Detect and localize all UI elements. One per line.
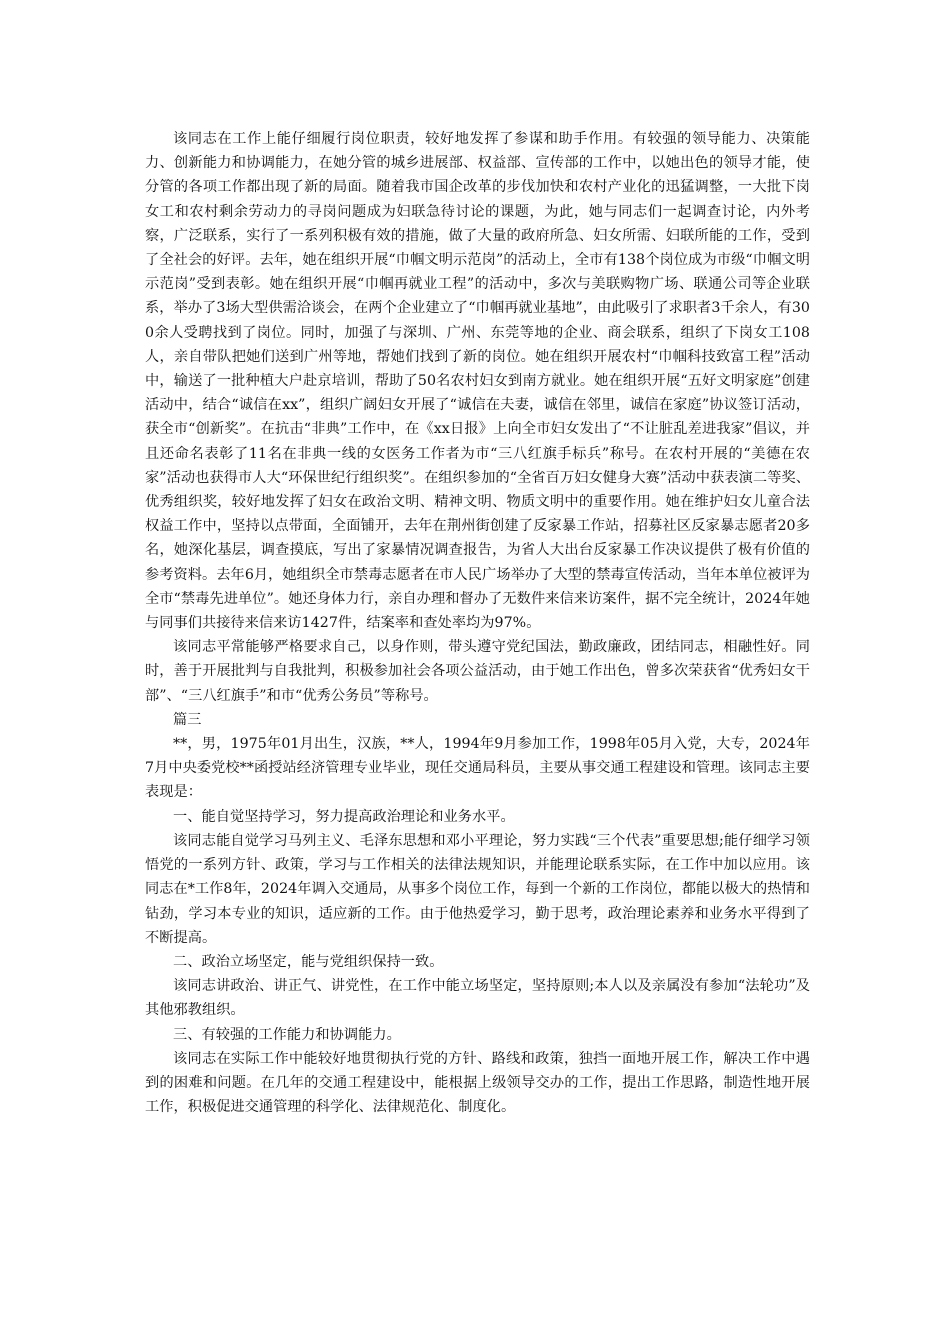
- subheading-study: 一、能自觉坚持学习，努力提高政治理论和业务水平。: [173, 808, 515, 825]
- paragraph-evaluation-main: 该同志在工作上能仔细履行岗位职责，较好地发挥了参谋和助手作用。有较强的领导能力、决策能力、创新能力和协调能力，在她分管的城乡进展部、权益部、宣传部的工作中，以她出色的领导才能，使分管的各项工作都出现了新的局面。随着我市国企改革的步伐加快和农村产业化的迅猛调整，一大批下岗女工和农村剩余劳动力的寻岗问题成为妇联急待讨论的课题，为此，她与同志们一起调查讨论，内外考察，广泛联系，实行了一系列积极有效的措施，做了大量的政府所急、妇女所需、妇联所能的工作，受到了全社会的好评。去年，她在组织开展“巾帼文明示范岗”的活动上，全市有138个岗位成为市级“巾帼文明示范岗”受到表彰。她在组织开展“巾帼再就业工程”的活动中，多次与美联购物广场、联通公司等企业联系，举办了3场大型供需洽谈会，在两个企业建立了“巾帼再就业基地”，由此吸引了求职者3千余人，有300余人受聘找到了岗位。同时，加强了与深圳、广州、东莞等地的企业、商会联系，组织了下岗女工108人，亲自带队把她们送到广州等地，帮她们找到了新的岗位。她在组织开展农村“巾帼科技致富工程”活动中，输送了一批种植大户赴京培训，帮助了50名农村妇女到南方就业。她在组织开展“五好文明家庭”创建活动中，结合“诚信在xx”，组织广阔妇女开展了“诚信在夫妻，诚信在邻里，诚信在家庭”协议签订活动，获全市“创新奖”。在抗击“非典”工作中，在《xx日报》上向全市妇女发出了“不让脏乱差进我家”倡议，并且还命名表彰了11名在非典一线的女医务工作者为市“三八红旗手标兵”称号。在农村开展的“美德在农家”活动也获得市人大“环保世纪行组织奖”。在组织参加的“全省百万妇女健身大赛”活动中获表演二等奖、优秀组织奖，较好地发挥了妇女在政治文明、精神文明、物质文明中的重要作用。她在维护妇女儿童合法权益工作中，坚持以点带面，全面铺开，去年在荆州街创建了反家暴工作站，招募社区反家暴志愿者20多名，她深化基层，调查摸底，写出了家暴情况调查报告，为省人大出台反家暴工作决议提供了极有价值的参考资料。去年6月，她组织全市禁毒志愿者在市人民广场举办了大型的禁毒宣传活动，当年本单位被评为全市“禁毒先进单位”。她还身体力行，亲自办理和督办了无数件来信来访案件，据不完全统计，2024年她与同事们共接待来信来访1427件，结案率和查处率均为97%。: [145, 131, 810, 632]
- document-body: [145, 127, 810, 1119]
- paragraph-evaluation-conduct: 该同志平常能够严格要求自己，以身作则，带头遵守党纪国法，勤政廉政，团结同志，相融性好。同时，善于开展批判与自我批判，积极参加社会各项公益活动，由于她工作出色，曾多次荣获省“优秀妇女干部”、“三八红旗手”和市“优秀公务员”等称号。: [145, 639, 810, 704]
- paragraph-personal-profile: **，男，1975年01月出生，汉族，**人，1994年9月参加工作，1998年05月入党，大专，2024年7月中央委党校**函授站经济管理专业毕业，现任交通局科员，主要从事交通工程建设和管理。该同志主要表现是：: [145, 736, 810, 801]
- subheading-work-ability: 三、有较强的工作能力和协调能力。: [173, 1026, 401, 1043]
- paragraph-political-stance: 该同志讲政治、讲正气、讲党性，在工作中能立场坚定，坚持原则;本人以及亲属没有参加“法轮功”及其他邪教组织。: [145, 978, 810, 1019]
- subheading-political-stance: 二、政治立场坚定，能与党组织保持一致。: [173, 953, 444, 970]
- section-heading-part-three: 篇三: [173, 711, 202, 728]
- paragraph-study: 该同志能自觉学习马列主义、毛泽东思想和邓小平理论，努力实践“三个代表”重要思想;能仔细学习领悟党的一系列方针、政策，学习与工作相关的法律法规知识，并能理论联系实际，在工作中加以应用。该同志在*工作8年，2024年调入交通局，从事多个岗位工作，每到一个新的工作岗位，都能以极大的热情和钻劲，学习本专业的知识，适应新的工作。由于他热爱学习，勤于思考，政治理论素养和业务水平得到了不断提高。: [145, 832, 810, 946]
- paragraph-work-ability: 该同志在实际工作中能较好地贯彻执行党的方针、路线和政策，独挡一面地开展工作，解决工作中遇到的困难和问题。在几年的交通工程建设中，能根据上级领导交办的工作，提出工作思路，制造性地开展工作，积极促进交通管理的科学化、法律规范化、制度化。: [145, 1050, 810, 1116]
